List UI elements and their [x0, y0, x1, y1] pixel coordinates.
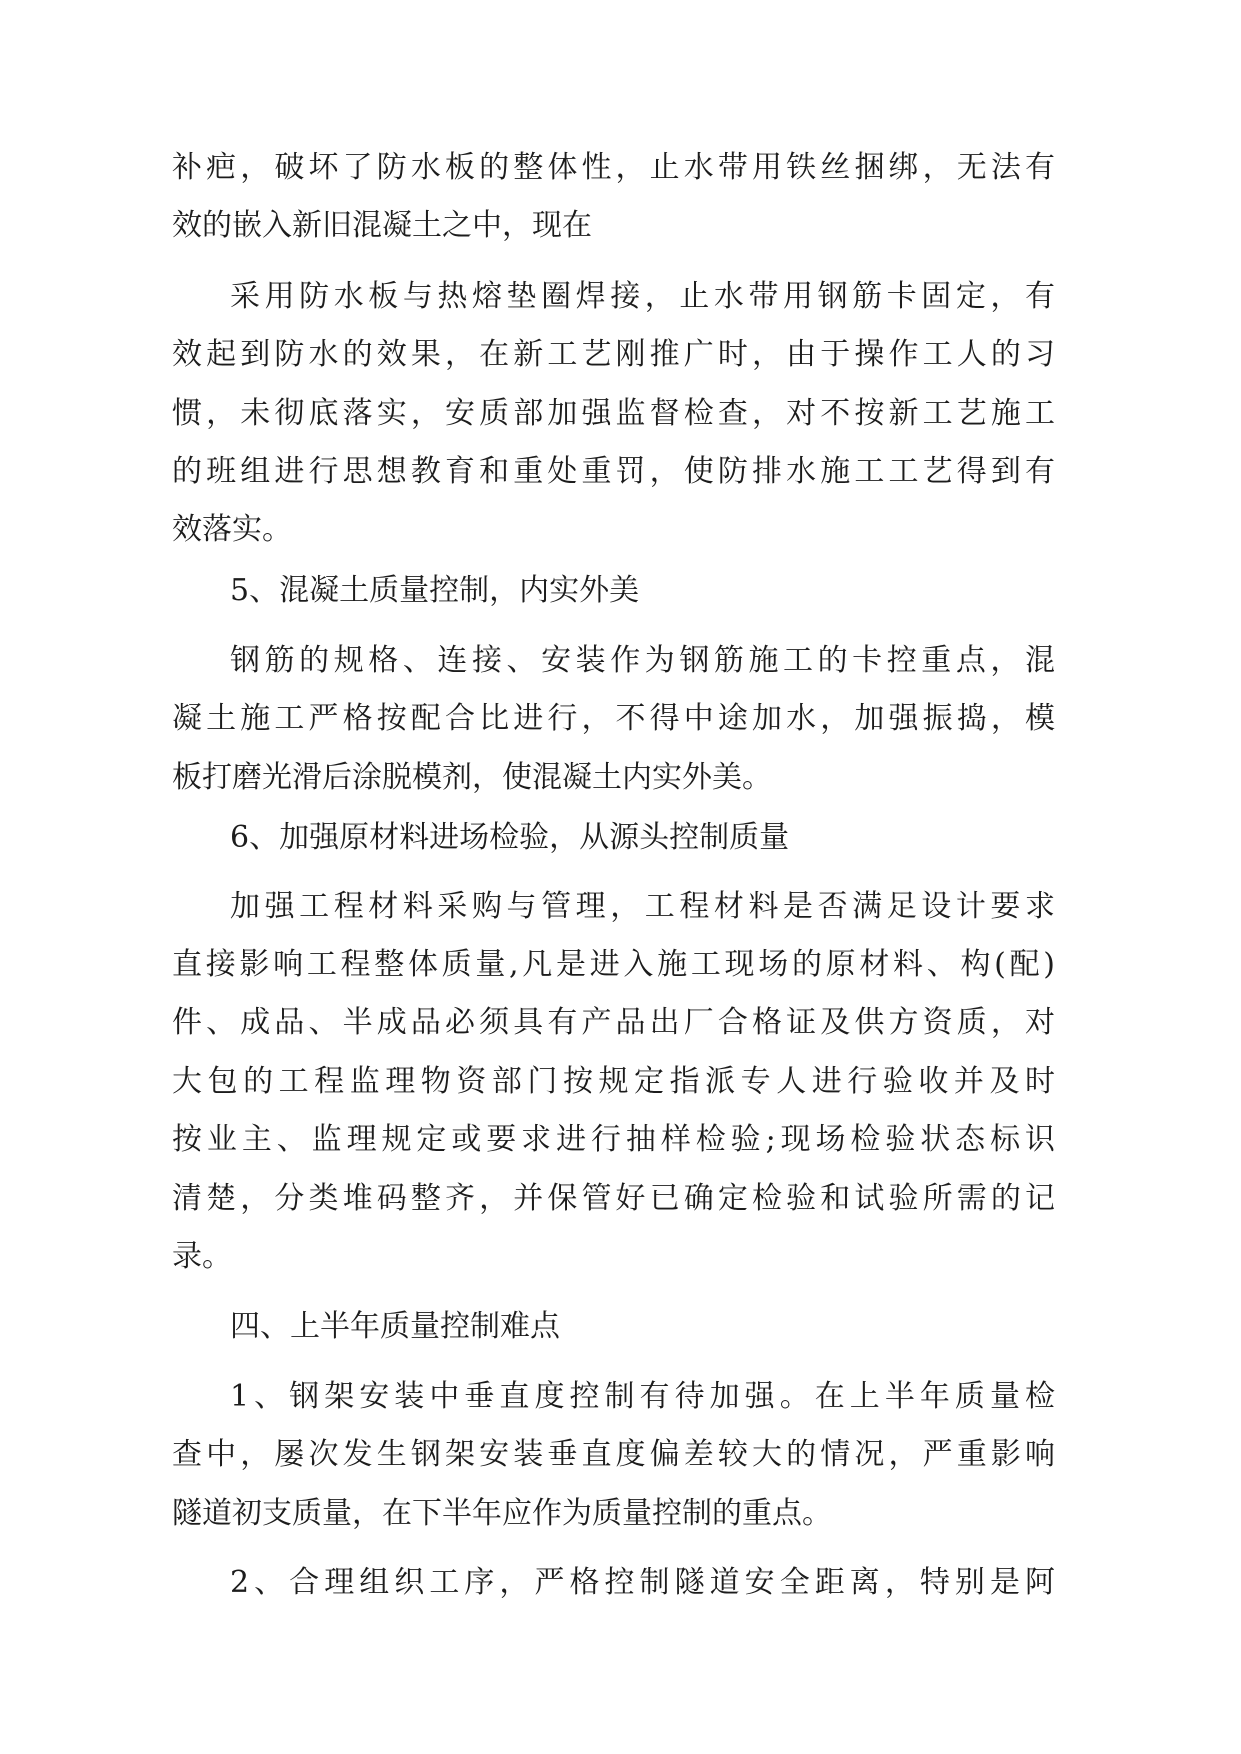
section-heading: 5、混凝土质量控制，内实外美 — [230, 573, 640, 608]
text-line: 效落实。 — [172, 512, 292, 547]
section-heading: 6、加强原材料进场检验，从源头控制质量 — [230, 820, 790, 855]
text-line: 凝土施工严格按配合比进行，不得中途加水，加强振捣，模 — [172, 701, 1055, 736]
text-line: 加强工程材料采购与管理，工程材料是否满足设计要求 — [230, 889, 1055, 924]
text-line: 补疤，破坏了防水板的整体性，止水带用铁丝捆绑，无法有 — [172, 150, 1055, 185]
text-line: 2、合理组织工序，严格控制隧道安全距离，特别是阿 — [230, 1565, 1055, 1600]
text-line: 直接影响工程整体质量,凡是进入施工现场的原材料、构(配) — [172, 947, 1055, 982]
text-line: 按业主、监理规定或要求进行抽样检验;现场检验状态标识 — [172, 1122, 1055, 1157]
text-line: 采用防水板与热熔垫圈焊接，止水带用钢筋卡固定，有 — [230, 279, 1055, 314]
text-line: 查中，屡次发生钢架安装垂直度偏差较大的情况，严重影响 — [172, 1437, 1055, 1472]
text-line: 大包的工程监理物资部门按规定指派专人进行验收并及时 — [172, 1064, 1055, 1099]
text-line: 钢筋的规格、连接、安装作为钢筋施工的卡控重点，混 — [230, 643, 1055, 678]
text-line: 效起到防水的效果，在新工艺刚推广时，由于操作工人的习 — [172, 337, 1055, 372]
text-line: 清楚，分类堆码整齐，并保管好已确定检验和试验所需的记 — [172, 1181, 1055, 1216]
text-line: 录。 — [172, 1239, 232, 1274]
section-heading: 四、上半年质量控制难点 — [230, 1309, 560, 1344]
text-line: 惯，未彻底落实，安质部加强监督检查，对不按新工艺施工 — [172, 396, 1055, 431]
text-line: 隧道初支质量，在下半年应作为质量控制的重点。 — [172, 1496, 832, 1531]
text-line: 的班组进行思想教育和重处重罚，使防排水施工工艺得到有 — [172, 454, 1055, 489]
text-line: 板打磨光滑后涂脱模剂，使混凝土内实外美。 — [172, 760, 772, 795]
text-line: 件、成品、半成品必须具有产品出厂合格证及供方资质，对 — [172, 1005, 1055, 1040]
text-line: 效的嵌入新旧混凝土之中，现在 — [172, 208, 592, 243]
text-line: 1、钢架安装中垂直度控制有待加强。在上半年质量检 — [230, 1379, 1055, 1414]
